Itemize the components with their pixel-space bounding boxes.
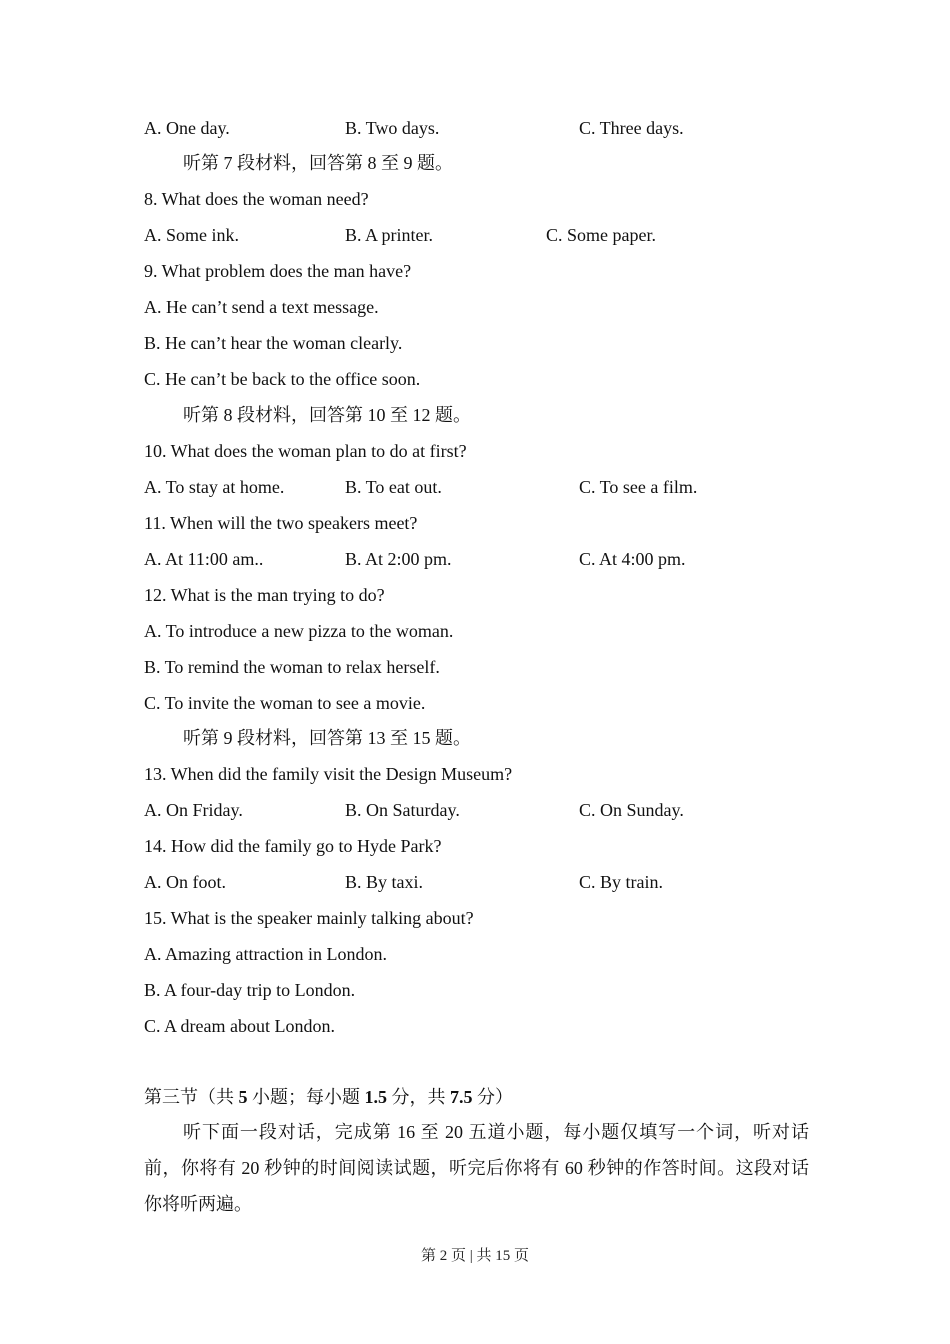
q11-option-c: C. At 4:00 pm. — [579, 549, 686, 569]
part3-heading: 第三节（共 5 小题；每小题 1.5 分，共 7.5 分） — [144, 1087, 513, 1107]
part3-instructions: 听下面一段对话，完成第 16 至 20 五道小题，每小题仅填写一个词，听对话前，你将有 20 秒钟的时间阅读试题，听完后你将有 60 秒钟的作答时间。这段对话你将听两遍。 — [144, 1122, 809, 1214]
q8-option-c: C. Some paper. — [546, 225, 656, 245]
q15-text: 15. What is the speaker mainly talking about? — [144, 908, 474, 928]
q8-text: 8. What does the woman need? — [144, 189, 369, 209]
q10-option-b: B. To eat out. — [345, 477, 442, 497]
q9-option-c: C. He can’t be back to the office soon. — [144, 369, 421, 389]
q14-option-a: A. On foot. — [144, 872, 226, 892]
q11-option-a: A. At 11:00 am.. — [144, 549, 264, 569]
q9-text: 9. What problem does the man have? — [144, 261, 412, 281]
page-footer: 第 2 页 | 共 15 页 — [420, 1248, 529, 1264]
total-score: 7.5 — [450, 1087, 473, 1107]
q14-text: 14. How did the family go to Hyde Park? — [144, 836, 442, 856]
q7-options — [144, 117, 684, 139]
q8-options — [144, 224, 656, 246]
q14-option-b: B. By taxi. — [345, 872, 424, 892]
q7-option-c: C. Three days. — [579, 118, 684, 138]
q7-option-a: A. One day. — [144, 118, 230, 138]
q12-text: 12. What is the man trying to do? — [144, 585, 385, 605]
q14-options — [144, 871, 663, 893]
q11-text: 11. When will the two speakers meet? — [144, 513, 418, 533]
question-count: 5 — [238, 1087, 248, 1107]
q13-option-c: C. On Sunday. — [579, 800, 684, 820]
q10-option-a: A. To stay at home. — [144, 477, 285, 497]
q10-options — [144, 476, 698, 498]
q14-option-c: C. By train. — [579, 872, 663, 892]
q11-options — [144, 548, 686, 570]
q15-option-c: C. A dream about London. — [144, 1016, 335, 1036]
q13-options — [144, 799, 684, 821]
q13-option-b: B. On Saturday. — [345, 800, 460, 820]
q9-option-b: B. He can’t hear the woman clearly. — [144, 333, 403, 353]
each-score: 1.5 — [364, 1087, 387, 1107]
q12-option-c: C. To invite the woman to see a movie. — [144, 693, 426, 713]
q12-option-a: A. To introduce a new pizza to the woman. — [144, 621, 454, 641]
section7-instruction: 听第 7 段材料，回答第 8 至 9 题。 — [183, 153, 453, 173]
q11-option-b: B. At 2:00 pm. — [345, 549, 452, 569]
section8-instruction: 听第 8 段材料，回答第 10 至 12 题。 — [183, 405, 471, 425]
q9-option-a: A. He can’t send a text message. — [144, 297, 379, 317]
q15-option-a: A. Amazing attraction in London. — [144, 944, 387, 964]
q15-option-b: B. A four-day trip to London. — [144, 980, 356, 1000]
q8-option-a: A. Some ink. — [144, 225, 240, 245]
q10-option-c: C. To see a film. — [579, 477, 698, 497]
q10-text: 10. What does the woman plan to do at first? — [144, 441, 467, 461]
q8-option-b: B. A printer. — [345, 225, 434, 245]
q12-option-b: B. To remind the woman to relax herself. — [144, 657, 440, 677]
q13-option-a: A. On Friday. — [144, 800, 243, 820]
section9-instruction: 听第 9 段材料，回答第 13 至 15 题。 — [183, 728, 471, 748]
q7-option-b: B. Two days. — [345, 118, 440, 138]
q13-text: 13. When did the family visit the Design Museum? — [144, 764, 513, 784]
